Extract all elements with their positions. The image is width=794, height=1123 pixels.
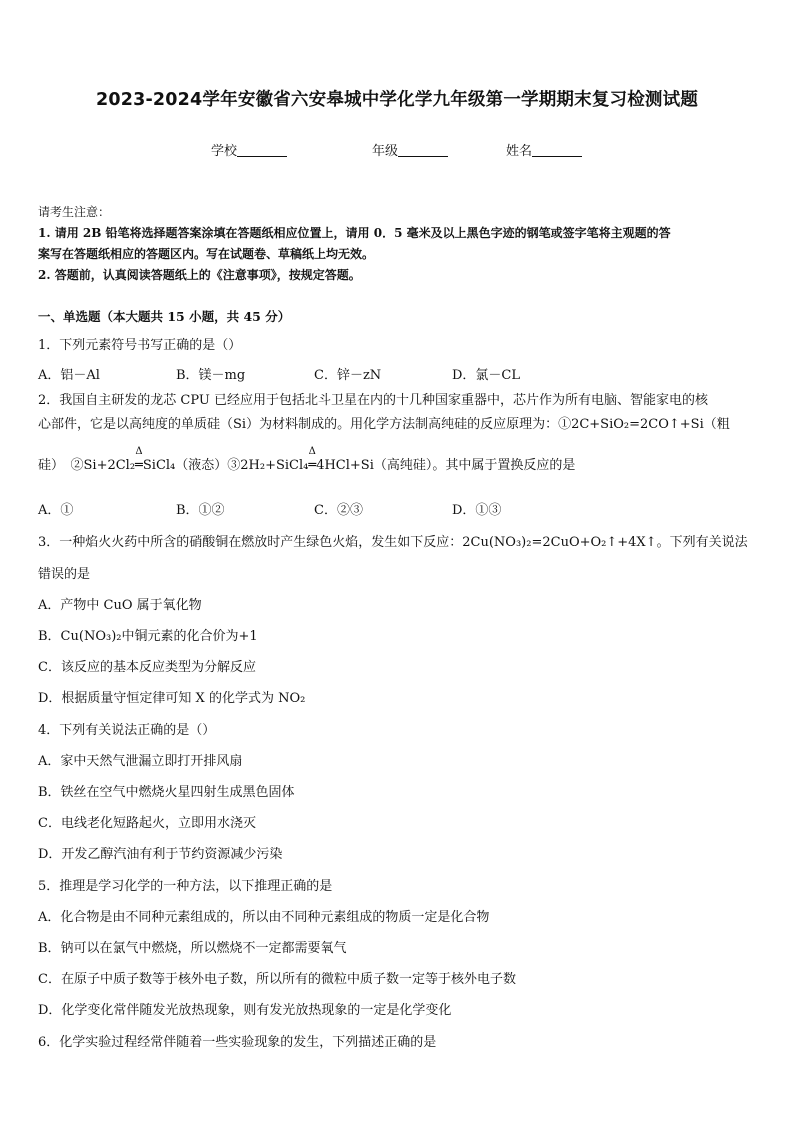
equals-sign-1: ═ [135, 458, 143, 473]
name-label: 姓名 [506, 144, 533, 159]
q3-option-b: B．Cu(NO₃)₂中铜元素的化合价为+1 [38, 629, 258, 644]
grade-field [372, 140, 448, 159]
q2-line-1: 2．我国自主研发的龙芯 CPU 已经应用于包括北斗卫星在内的十几种国家重器中，芯片作为所有电脑、智能家电的核 [38, 393, 708, 408]
q4-option-a: A．家中天然气泄漏立即打开排风扇 [38, 754, 243, 769]
notes-line-2: 2. 答题前，认真阅读答题纸上的《注意事项》，按规定答题。 [38, 268, 361, 282]
q3-option-d: D．根据质量守恒定律可知 X 的化学式为 NO₂ [38, 691, 306, 706]
q2-line-3-part-c: 4HCl+Si（高纯硅）。其中属于置换反应的是 [316, 458, 576, 473]
q2-line-2: 心部件，它是以高纯度的单质硅（Si）为材料制成的。用化学方法制高纯硅的反应原理为：①2C+SiO₂=2CO↑+Si（粗 [38, 417, 730, 432]
notes-line-1a: 1. 请用 2B 铅笔将选择题答案涂填在答题纸相应位置上，请用 0．5 毫米及以上黑色字迹的钢笔或签字笔将主观题的答 [38, 226, 671, 240]
q4-option-d: D．开发乙醇汽油有利于节约资源减少污染 [38, 847, 283, 862]
q2-line-3-part-a: 硅） ②Si+2Cl₂ [38, 458, 136, 473]
grade-blank [398, 144, 448, 157]
q2-option-c: C．②③ [314, 503, 363, 518]
heating-condition-1 [135, 446, 143, 473]
q1-option-d: D．氯－CL [452, 368, 521, 383]
name-field [506, 140, 582, 159]
q1-stem: 1．下列元素符号书写正确的是（） [38, 338, 242, 353]
q1-option-c: C．锌－zN [314, 368, 382, 383]
delta-symbol-2: Δ [308, 446, 316, 457]
q1-option-b: B．镁－mg [176, 368, 246, 383]
q5-option-a: A．化合物是由不同种元素组成的，所以由不同种元素组成的物质一定是化合物 [38, 910, 490, 925]
delta-symbol-1: Δ [135, 446, 143, 457]
q2-line-3-part-b: SiCl₄（液态）③2H₂+SiCl₄ [142, 458, 309, 473]
q3-line-1: 3．一种焰火火药中所含的硝酸铜在燃放时产生绿色火焰，发生如下反应：2Cu(NO₃)₂=2CuO+O₂↑+4X↑。下列有关说法 [38, 535, 748, 550]
q3-option-c: C．该反应的基本反应类型为分解反应 [38, 660, 256, 675]
q5-option-b: B．钠可以在氯气中燃烧，所以燃烧不一定都需要氧气 [38, 941, 347, 956]
q5-option-d: D．化学变化常伴随发光放热现象，则有发光放热现象的一定是化学变化 [38, 1003, 452, 1018]
equals-sign-2: ═ [308, 458, 317, 473]
q1-option-a: A．铝－Al [38, 368, 100, 383]
q3-line-2: 错误的是 [38, 567, 91, 582]
heating-condition-2 [308, 446, 317, 473]
school-field [211, 140, 287, 159]
q6-stem: 6．化学实验过程经常伴随着一些实验现象的发生，下列描述正确的是 [38, 1035, 437, 1050]
school-label: 学校 [211, 144, 238, 159]
q4-option-c: C．电线老化短路起火，立即用水浇灭 [38, 816, 256, 831]
q2-option-b: B．①② [176, 503, 225, 518]
section-heading: 一、单选题（本大题共 15 小题，共 45 分） [38, 309, 291, 324]
name-blank [532, 144, 582, 157]
q2-option-d: D．①③ [452, 503, 502, 518]
school-blank [237, 144, 287, 157]
notes-line-1b: 案写在答题纸相应的答题区内。写在试题卷、草稿纸上均无效。 [38, 247, 375, 261]
page-title: 2023-2024学年安徽省六安皋城中学化学九年级第一学期期末复习检测试题 [95, 90, 699, 110]
q3-option-a: A．产物中 CuO 属于氧化物 [38, 598, 202, 613]
notes-heading: 请考生注意： [38, 205, 111, 219]
q5-stem: 5．推理是学习化学的一种方法，以下推理正确的是 [38, 879, 333, 894]
q4-option-b: B．铁丝在空气中燃烧火星四射生成黑色固体 [38, 785, 295, 800]
grade-label: 年级 [372, 144, 399, 159]
q2-line-3 [38, 446, 576, 473]
q5-option-c: C．在原子中质子数等于核外电子数，所以所有的微粒中质子数一定等于核外电子数 [38, 972, 516, 987]
q4-stem: 4．下列有关说法正确的是（） [38, 723, 216, 738]
q2-option-a: A．① [38, 503, 74, 518]
